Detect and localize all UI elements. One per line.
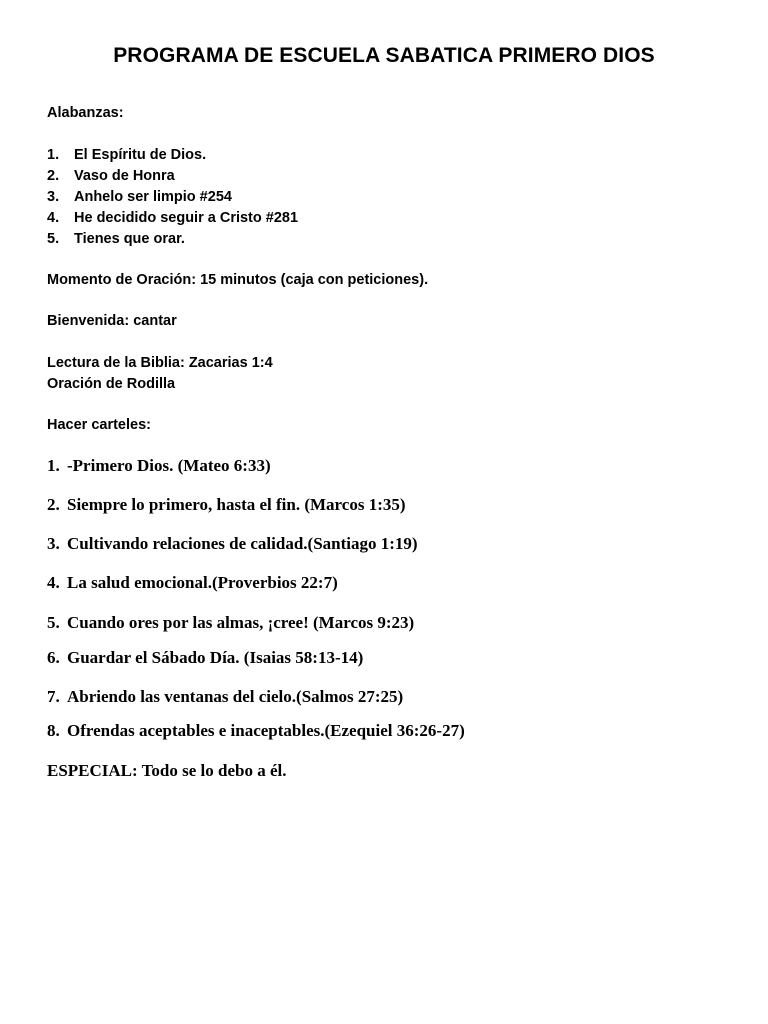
list-item (47, 166, 298, 187)
list-item (47, 145, 298, 166)
list-item-text: He decidido seguir a Cristo #281 (74, 210, 299, 226)
page-title: PROGRAMA DE ESCUELA SABATICA PRIMERO DIOS (113, 44, 655, 67)
cartel-item (47, 533, 418, 555)
list-item-text: Tienes que orar. (74, 231, 185, 247)
list-item-number: 5. (47, 231, 60, 247)
cartel-item (47, 455, 271, 477)
cartel-item-number: 3. (47, 534, 60, 553)
cartel-item-number: 1. (47, 456, 60, 475)
cartel-item (47, 494, 406, 516)
bienvenida-line: Bienvenida: cantar (47, 313, 177, 329)
lectura-biblia-line: Lectura de la Biblia: Zacarias 1:4 (47, 355, 273, 371)
list-item (47, 187, 298, 208)
cartel-item-number: 5. (47, 613, 60, 632)
list-item-text: Vaso de Honra (74, 168, 175, 184)
cartel-item-text: Ofrendas aceptables e inaceptables.(Ezequiel 36:26-27) (67, 721, 465, 740)
cartel-item-number: 6. (47, 648, 60, 667)
cartel-item-text: Abriendo las ventanas del cielo.(Salmos 27:25) (67, 687, 404, 706)
alabanzas-heading: Alabanzas: (47, 105, 124, 121)
cartel-item-text: Cuando ores por las almas, ¡cree! (Marcos 9:23) (67, 613, 415, 632)
cartel-item-text: Cultivando relaciones de calidad.(Santiago 1:19) (67, 534, 418, 553)
list-item-number: 4. (47, 210, 60, 226)
cartel-item-text: La salud emocional.(Proverbios 22:7) (67, 573, 338, 592)
list-item (47, 208, 298, 229)
especial-line: ESPECIAL: Todo se lo debo a él. (47, 761, 287, 780)
cartel-item-text: -Primero Dios. (Mateo 6:33) (67, 456, 271, 475)
cartel-item-number: 4. (47, 573, 60, 592)
list-item-number: 3. (47, 189, 60, 205)
cartel-item-number: 7. (47, 687, 60, 706)
list-item-text: Anhelo ser limpio #254 (74, 189, 232, 205)
alabanzas-list (47, 145, 298, 250)
cartel-item (47, 612, 414, 634)
cartel-item-number: 8. (47, 721, 60, 740)
cartel-item (47, 647, 363, 669)
momento-oracion-line: Momento de Oración: 15 minutos (caja con peticiones). (47, 272, 429, 288)
cartel-item-text: Guardar el Sábado Día. (Isaias 58:13-14) (67, 648, 364, 667)
list-item (47, 229, 298, 250)
cartel-item (47, 720, 465, 742)
cartel-item-text: Siempre lo primero, hasta el fin. (Marcos 1:35) (67, 495, 406, 514)
list-item-number: 2. (47, 168, 60, 184)
cartel-item (47, 572, 338, 594)
list-item-text: El Espíritu de Dios. (74, 147, 207, 163)
cartel-item-number: 2. (47, 495, 60, 514)
oracion-rodilla-line: Oración de Rodilla (47, 376, 176, 392)
list-item-number: 1. (47, 147, 60, 163)
cartel-item (47, 686, 403, 708)
carteles-heading: Hacer carteles: (47, 417, 151, 433)
